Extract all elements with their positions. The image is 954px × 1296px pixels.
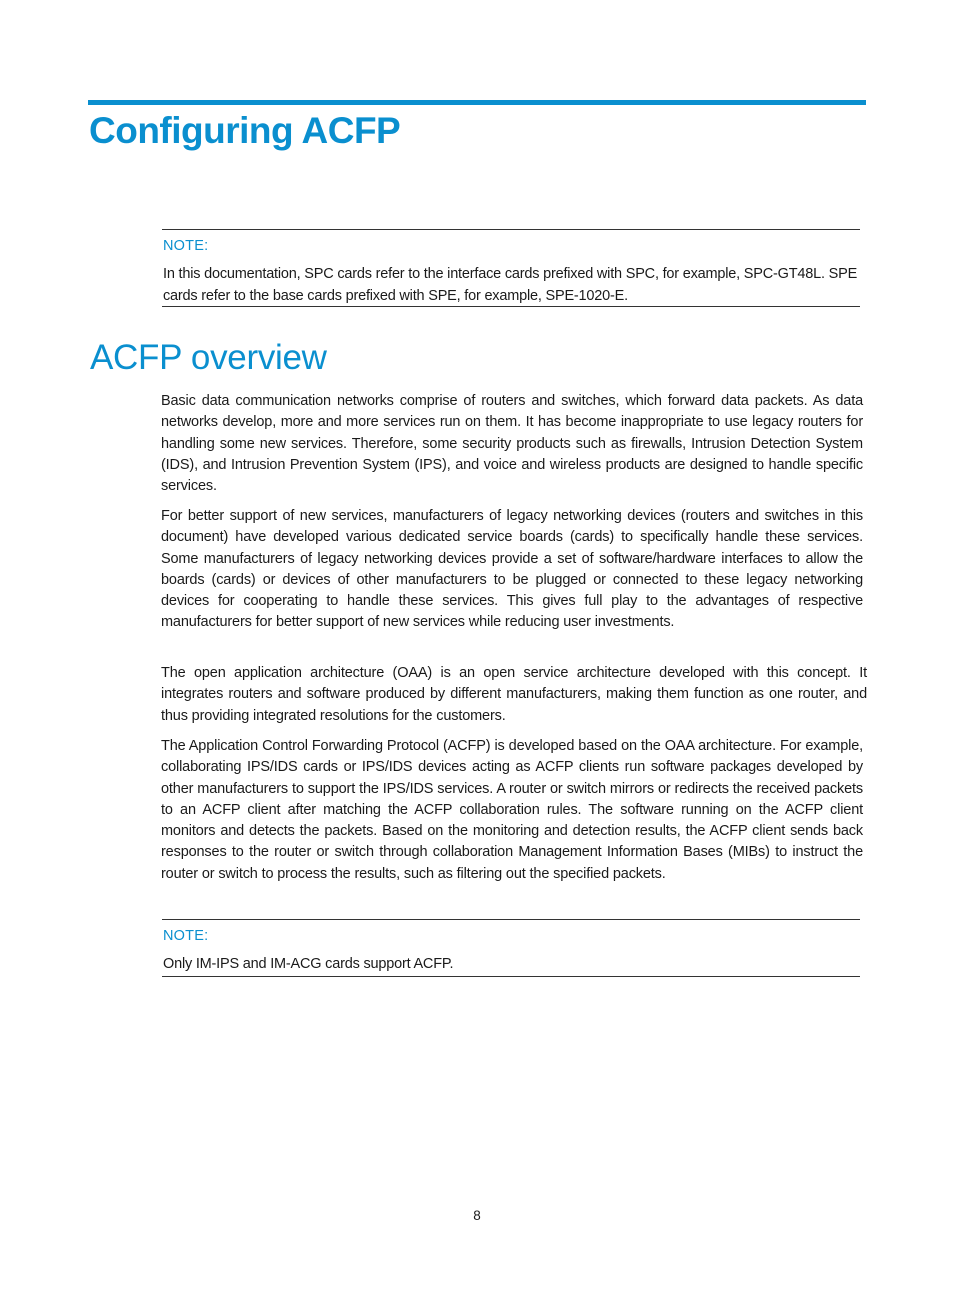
section-title: ACFP overview [90,338,327,377]
note-box-top [162,229,860,307]
paragraph-3: The open application architecture (OAA) is an open service architecture developed with this concept. It integrates routers and software produced by different manufacturers, making them function as one router, and thus providing integrated resolutions for the customers. [161,665,867,724]
note-label: NOTE: [163,238,209,254]
paragraph-2: For better support of new services, manufacturers of legacy networking devices (routers and switches in this document) have developed various dedicated service boards (cards) to specifically handle these services. Some manufacturers of legacy networking devices provide a set of software/hardware interfaces to allow the boards (cards) or devices of other manufacturers to be plugged or connected to these legacy networking devices for cooperating to handle these services. This gives full play to the advantages of respective manufacturers for better support of new services while reducing user investments. [161,508,863,631]
chapter-top-rule [88,100,866,105]
page-number: 8 [473,1208,481,1223]
note-text: In this documentation, SPC cards refer to the interface cards prefixed with SPC, for example, SPC-GT48L. SPE cards refer to the base cards prefixed with SPE, for example, SPE-1020-E. [163,266,858,304]
note-box-bottom [162,919,860,977]
paragraph-4: The Application Control Forwarding Protocol (ACFP) is developed based on the OAA architecture. For example, collaborating IPS/IDS cards or IPS/IDS devices acting as ACFP clients run software packages developed by other manufacturers to support the IPS/IDS services. A router or switch mirrors or redirects the received packets to an ACFP client after matching the ACFP collaboration rules. The software running on the ACFP client monitors and detects the packets. Based on the monitoring and detection results, the ACFP client sends back responses to the router or switch through collaboration Management Information Bases (MIBs) to instruct the router or switch to process the results, such as filtering out the specified packets. [161,738,863,882]
note-text: Only IM-IPS and IM-ACG cards support ACFP. [163,956,454,972]
note-label: NOTE: [163,928,209,944]
paragraph-1: Basic data communication networks comprise of routers and switches, which forward data packets. As data networks develop, more and more services run on them. It has become inappropriate to use legacy routers for handling some new services. Therefore, some security products such as firewalls, Intrusion Detection System (IDS), and Intrusion Prevention System (IPS), and voice and wireless products are designed to handle specific services. [161,393,863,495]
chapter-title: Configuring ACFP [89,110,401,151]
